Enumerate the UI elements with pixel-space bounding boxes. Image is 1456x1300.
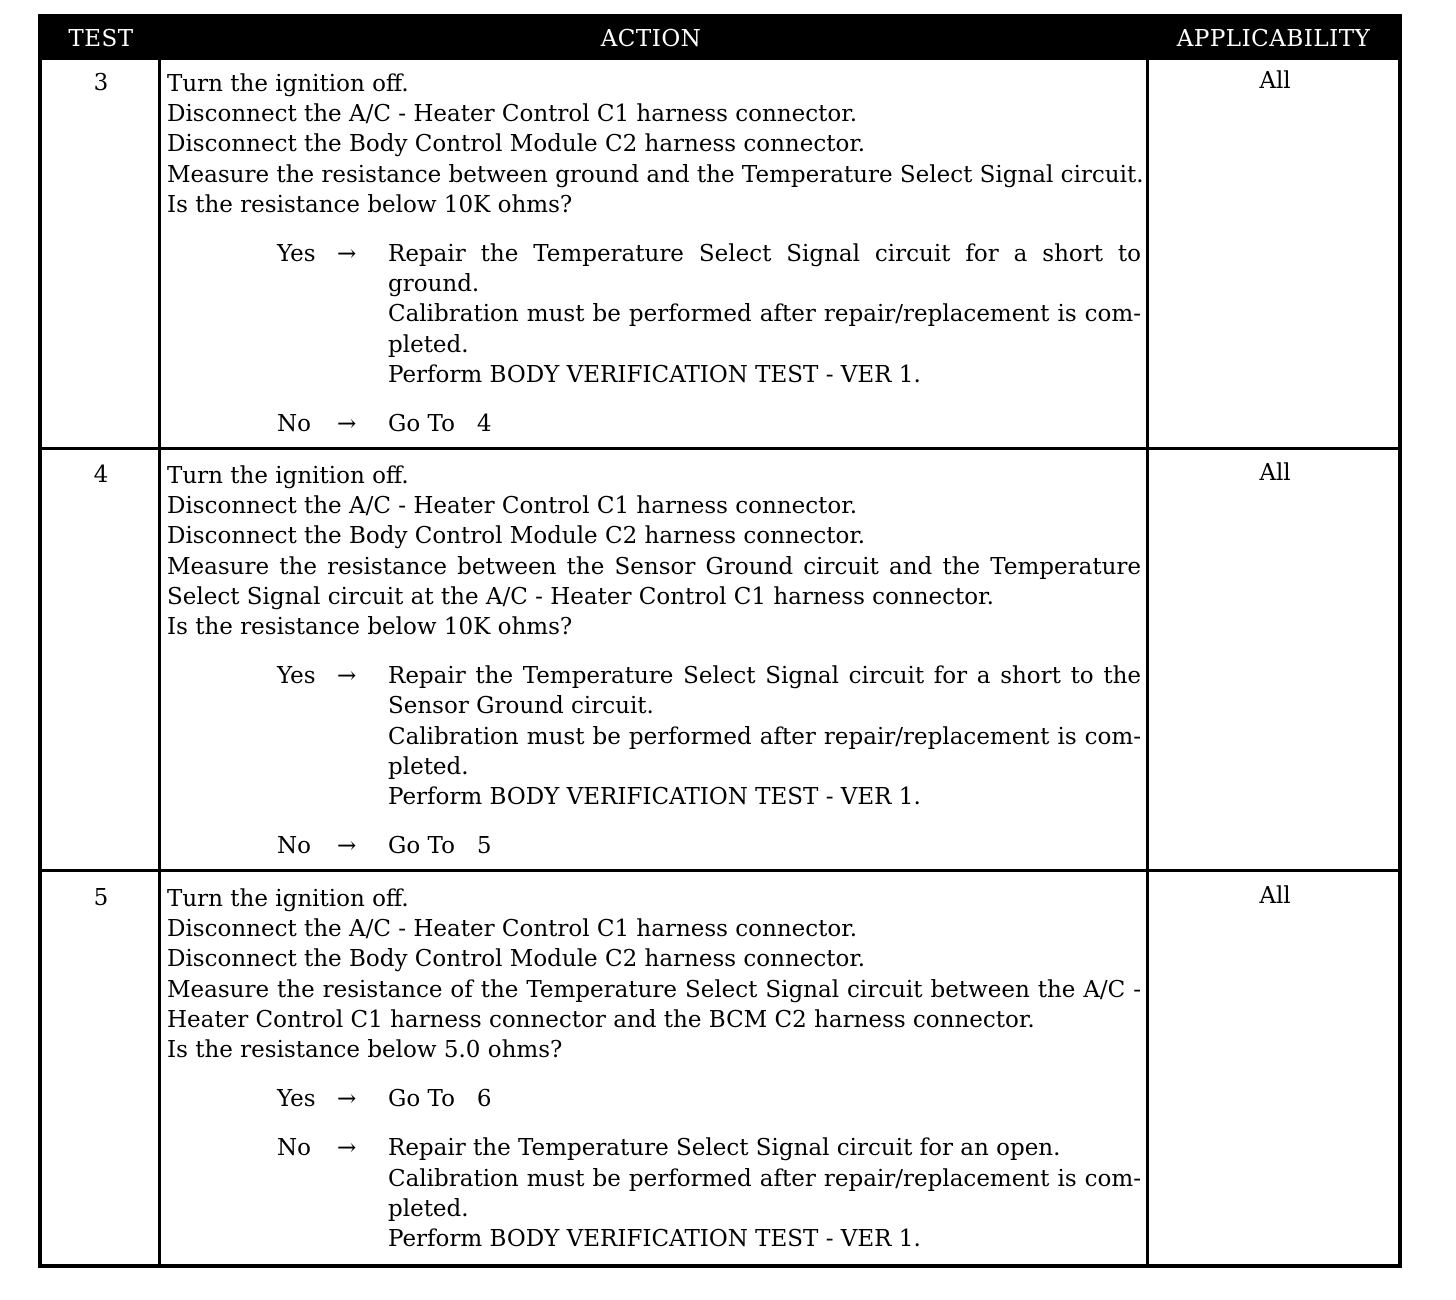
arrow-icon: →	[337, 411, 357, 438]
applicability-value: All	[1259, 460, 1291, 486]
yes-label: Yes	[277, 241, 316, 268]
arrow-icon: →	[337, 1086, 357, 1113]
response-line: Repair the Temperature Select Signal circuit for a short to	[388, 241, 1141, 268]
header-applicability: APPLICABILITY	[1176, 26, 1371, 52]
arrow-icon: →	[337, 663, 357, 690]
no-response	[167, 831, 1141, 861]
step-line: Select Signal circuit at the A/C - Heater Control C1 harness connector.	[167, 583, 994, 610]
step-line: Measure the resistance between the Sensor Ground circuit and the Temperature	[167, 553, 1141, 580]
step-line: Disconnect the A/C - Heater Control C1 harness connector.	[167, 101, 857, 128]
applicability-value: All	[1259, 68, 1291, 94]
table-row	[42, 872, 1398, 1264]
arrow-icon: →	[337, 241, 357, 268]
response-line: Calibration must be performed after repair/replacement is com-	[388, 1165, 1141, 1192]
step-line: Disconnect the Body Control Module C2 harness connector.	[167, 946, 866, 973]
response-line: Calibration must be performed after repair/replacement is com-	[388, 301, 1141, 328]
step-line: Disconnect the Body Control Module C2 harness connector.	[167, 131, 866, 158]
response-line: Go To 6	[388, 1086, 492, 1113]
step-line: Turn the ignition off.	[167, 886, 409, 912]
step-line: Measure the resistance of the Temperature Select Signal circuit between the A/C -	[167, 976, 1141, 1003]
no-label: No	[277, 833, 311, 860]
test-number: 3	[93, 70, 109, 96]
step-line: Turn the ignition off.	[167, 71, 409, 97]
action-cell	[167, 461, 1141, 861]
response-line: ground.	[388, 271, 480, 298]
diagnostic-test-table	[38, 14, 1402, 1268]
applicability-value: All	[1259, 883, 1291, 909]
arrow-icon: →	[337, 1135, 357, 1162]
table-header	[42, 18, 1398, 60]
response-line: pleted.	[388, 331, 469, 358]
step-line: Disconnect the A/C - Heater Control C1 harness connector.	[167, 493, 857, 520]
action-cell	[167, 884, 1141, 1254]
step-line: Is the resistance below 10K ohms?	[167, 614, 573, 641]
response-line: Perform BODY VERIFICATION TEST - VER 1.	[388, 361, 921, 388]
yes-response	[167, 661, 1141, 812]
response-line: pleted.	[388, 1195, 469, 1222]
table-row	[42, 450, 1398, 869]
yes-response	[167, 239, 1141, 390]
response-line: Repair the Temperature Select Signal circuit for a short to the	[388, 663, 1141, 690]
step-line: Disconnect the Body Control Module C2 harness connector.	[167, 523, 866, 550]
step-line: Is the resistance below 5.0 ohms?	[167, 1037, 563, 1064]
no-label: No	[277, 411, 311, 438]
response-line: Repair the Temperature Select Signal circuit for an open.	[388, 1135, 1061, 1162]
response-line: Sensor Ground circuit.	[388, 693, 654, 720]
table-row	[42, 60, 1398, 447]
header-test: TEST	[68, 26, 134, 52]
response-line: Go To 5	[388, 833, 492, 860]
step-line: Turn the ignition off.	[167, 463, 409, 489]
step-line: Is the resistance below 10K ohms?	[167, 191, 573, 218]
yes-label: Yes	[277, 1086, 316, 1113]
action-cell	[167, 69, 1144, 439]
step-line: Heater Control C1 harness connector and the BCM C2 harness connector.	[167, 1006, 1035, 1033]
response-line: Perform BODY VERIFICATION TEST - VER 1.	[388, 1226, 921, 1253]
step-line: Disconnect the A/C - Heater Control C1 harness connector.	[167, 916, 857, 943]
header-action: ACTION	[600, 26, 702, 52]
yes-response	[167, 1084, 1141, 1114]
response-line: Calibration must be performed after repair/replacement is com-	[388, 723, 1141, 750]
no-response	[167, 1133, 1141, 1254]
response-line: pleted.	[388, 753, 469, 780]
no-response	[167, 409, 1141, 439]
test-number: 5	[93, 885, 109, 911]
yes-label: Yes	[277, 663, 316, 690]
arrow-icon: →	[337, 833, 357, 860]
step-line: Measure the resistance between ground and the Temperature Select Signal circuit.	[167, 161, 1144, 188]
response-line: Perform BODY VERIFICATION TEST - VER 1.	[388, 784, 921, 811]
no-label: No	[277, 1135, 311, 1162]
response-line: Go To 4	[388, 411, 492, 438]
test-number: 4	[93, 462, 109, 488]
